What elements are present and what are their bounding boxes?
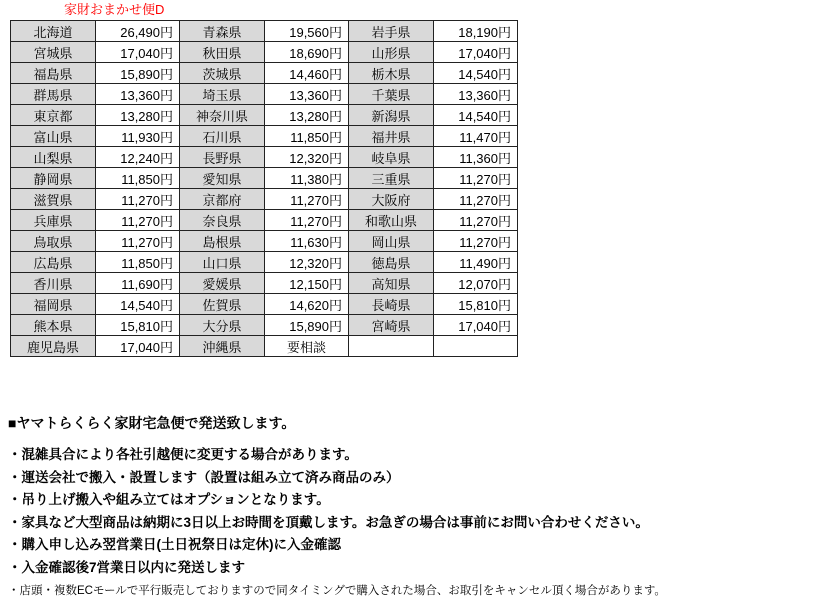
- price-cell: 12,240円: [96, 147, 180, 168]
- prefecture-cell: 長野県: [180, 147, 265, 168]
- price-cell: 11,270円: [96, 189, 180, 210]
- prefecture-cell: 茨城県: [180, 63, 265, 84]
- price-cell: 18,690円: [265, 42, 349, 63]
- prefecture-cell: 岩手県: [349, 21, 434, 42]
- price-cell: 11,930円: [96, 126, 180, 147]
- prefecture-cell: 愛媛県: [180, 273, 265, 294]
- prefecture-cell: 大阪府: [349, 189, 434, 210]
- notes-section: [8, 412, 808, 601]
- prefecture-cell: 岡山県: [349, 231, 434, 252]
- price-cell: 14,460円: [265, 63, 349, 84]
- price-cell: 17,040円: [434, 315, 518, 336]
- price-cell: 17,040円: [434, 42, 518, 63]
- prefecture-cell: 宮城県: [11, 42, 96, 63]
- price-cell: 12,320円: [265, 147, 349, 168]
- price-cell: 11,270円: [434, 189, 518, 210]
- price-cell: 11,490円: [434, 252, 518, 273]
- prefecture-cell: 静岡県: [11, 168, 96, 189]
- table-row: [11, 210, 518, 231]
- price-cell: 15,890円: [265, 315, 349, 336]
- price-cell: 12,320円: [265, 252, 349, 273]
- prefecture-cell: 福島県: [11, 63, 96, 84]
- price-cell: 要相談: [265, 336, 349, 357]
- price-cell: 26,490円: [96, 21, 180, 42]
- note-line: ・運送会社で搬入・設置します（設置は組み立て済み商品のみ）: [8, 469, 400, 485]
- prefecture-cell: 徳島県: [349, 252, 434, 273]
- table-row: [11, 315, 518, 336]
- table-row: [11, 63, 518, 84]
- price-cell: 11,470円: [434, 126, 518, 147]
- prefecture-cell: 和歌山県: [349, 210, 434, 231]
- table-row: [11, 126, 518, 147]
- shipping-fee-table: [10, 20, 518, 357]
- prefecture-cell: 京都府: [180, 189, 265, 210]
- price-cell: 18,190円: [434, 21, 518, 42]
- prefecture-cell: 愛知県: [180, 168, 265, 189]
- note-line: ・入金確認後7営業日以内に発送します: [8, 559, 246, 575]
- price-cell: 11,270円: [434, 210, 518, 231]
- price-cell: 13,280円: [96, 105, 180, 126]
- note-line: ・家具など大型商品は納期に3日以上お時間を頂戴します。お急ぎの場合は事前にお問い合わせください。: [8, 514, 649, 530]
- price-cell: 12,070円: [434, 273, 518, 294]
- prefecture-cell: 東京都: [11, 105, 96, 126]
- prefecture-cell: 山口県: [180, 252, 265, 273]
- prefecture-cell: 奈良県: [180, 210, 265, 231]
- table-row: [11, 294, 518, 315]
- price-cell: 15,810円: [434, 294, 518, 315]
- price-cell: 15,810円: [96, 315, 180, 336]
- prefecture-cell: 栃木県: [349, 63, 434, 84]
- prefecture-cell: 兵庫県: [11, 210, 96, 231]
- prefecture-cell: 福井県: [349, 126, 434, 147]
- price-cell: 14,540円: [434, 63, 518, 84]
- notes-heading: ■ヤマトらくらく家財宅急便で発送致します。: [8, 415, 296, 431]
- table-row: [11, 252, 518, 273]
- prefecture-cell: 北海道: [11, 21, 96, 42]
- prefecture-cell: 鹿児島県: [11, 336, 96, 357]
- note-line: ・購入申し込み翌営業日(土日祝祭日は定休)に入金確認: [8, 537, 341, 552]
- price-cell: 11,270円: [96, 210, 180, 231]
- empty-cell: [434, 336, 518, 357]
- price-cell: 11,360円: [434, 147, 518, 168]
- price-cell: 13,360円: [96, 84, 180, 105]
- price-cell: 13,280円: [265, 105, 349, 126]
- prefecture-cell: 島根県: [180, 231, 265, 252]
- price-cell: 15,890円: [96, 63, 180, 84]
- price-cell: 11,270円: [434, 231, 518, 252]
- price-cell: 11,270円: [265, 210, 349, 231]
- prefecture-cell: 岐阜県: [349, 147, 434, 168]
- table-row: [11, 21, 518, 42]
- price-cell: 11,270円: [96, 231, 180, 252]
- table-row: [11, 231, 518, 252]
- prefecture-cell: 山梨県: [11, 147, 96, 168]
- table-row: [11, 189, 518, 210]
- price-cell: 17,040円: [96, 42, 180, 63]
- prefecture-cell: 富山県: [11, 126, 96, 147]
- prefecture-cell: 三重県: [349, 168, 434, 189]
- prefecture-cell: 滋賀県: [11, 189, 96, 210]
- prefecture-cell: 青森県: [180, 21, 265, 42]
- table-row: [11, 336, 518, 357]
- price-cell: 11,850円: [265, 126, 349, 147]
- table-row: [11, 273, 518, 294]
- note-line: ・吊り上げ搬入や組み立てはオプションとなります。: [8, 492, 330, 507]
- table-row: [11, 147, 518, 168]
- prefecture-cell: 宮崎県: [349, 315, 434, 336]
- price-cell: 19,560円: [265, 21, 349, 42]
- prefecture-cell: 長崎県: [349, 294, 434, 315]
- price-cell: 11,380円: [265, 168, 349, 189]
- empty-cell: [349, 336, 434, 357]
- prefecture-cell: 広島県: [11, 252, 96, 273]
- prefecture-cell: 熊本県: [11, 315, 96, 336]
- price-cell: 11,850円: [96, 252, 180, 273]
- page-title: 家財おまかせ便D: [64, 2, 165, 17]
- table-body: [11, 21, 518, 357]
- prefecture-cell: 千葉県: [349, 84, 434, 105]
- price-cell: 14,540円: [96, 294, 180, 315]
- prefecture-cell: 沖縄県: [180, 336, 265, 357]
- table-row: [11, 84, 518, 105]
- prefecture-cell: 佐賀県: [180, 294, 265, 315]
- price-cell: 11,850円: [96, 168, 180, 189]
- prefecture-cell: 高知県: [349, 273, 434, 294]
- price-cell: 17,040円: [96, 336, 180, 357]
- price-cell: 11,270円: [434, 168, 518, 189]
- prefecture-cell: 福岡県: [11, 294, 96, 315]
- price-cell: 14,540円: [434, 105, 518, 126]
- note-fineprint: ・店頭・複数ECモールで平行販売しておりますので同タイミングで購入された場合、お取引をキャンセル頂く場合があります。: [8, 585, 666, 597]
- prefecture-cell: 山形県: [349, 42, 434, 63]
- prefecture-cell: 群馬県: [11, 84, 96, 105]
- price-cell: 13,360円: [434, 84, 518, 105]
- table-row: [11, 105, 518, 126]
- price-cell: 11,270円: [265, 189, 349, 210]
- prefecture-cell: 石川県: [180, 126, 265, 147]
- price-cell: 12,150円: [265, 273, 349, 294]
- prefecture-cell: 新潟県: [349, 105, 434, 126]
- table-row: [11, 42, 518, 63]
- price-cell: 14,620円: [265, 294, 349, 315]
- table-row: [11, 168, 518, 189]
- price-cell: 11,690円: [96, 273, 180, 294]
- prefecture-cell: 神奈川県: [180, 105, 265, 126]
- price-cell: 13,360円: [265, 84, 349, 105]
- prefecture-cell: 埼玉県: [180, 84, 265, 105]
- prefecture-cell: 大分県: [180, 315, 265, 336]
- prefecture-cell: 鳥取県: [11, 231, 96, 252]
- note-line: ・混雑具合により各社引越便に変更する場合があります。: [8, 447, 358, 462]
- price-cell: 11,630円: [265, 231, 349, 252]
- prefecture-cell: 香川県: [11, 273, 96, 294]
- prefecture-cell: 秋田県: [180, 42, 265, 63]
